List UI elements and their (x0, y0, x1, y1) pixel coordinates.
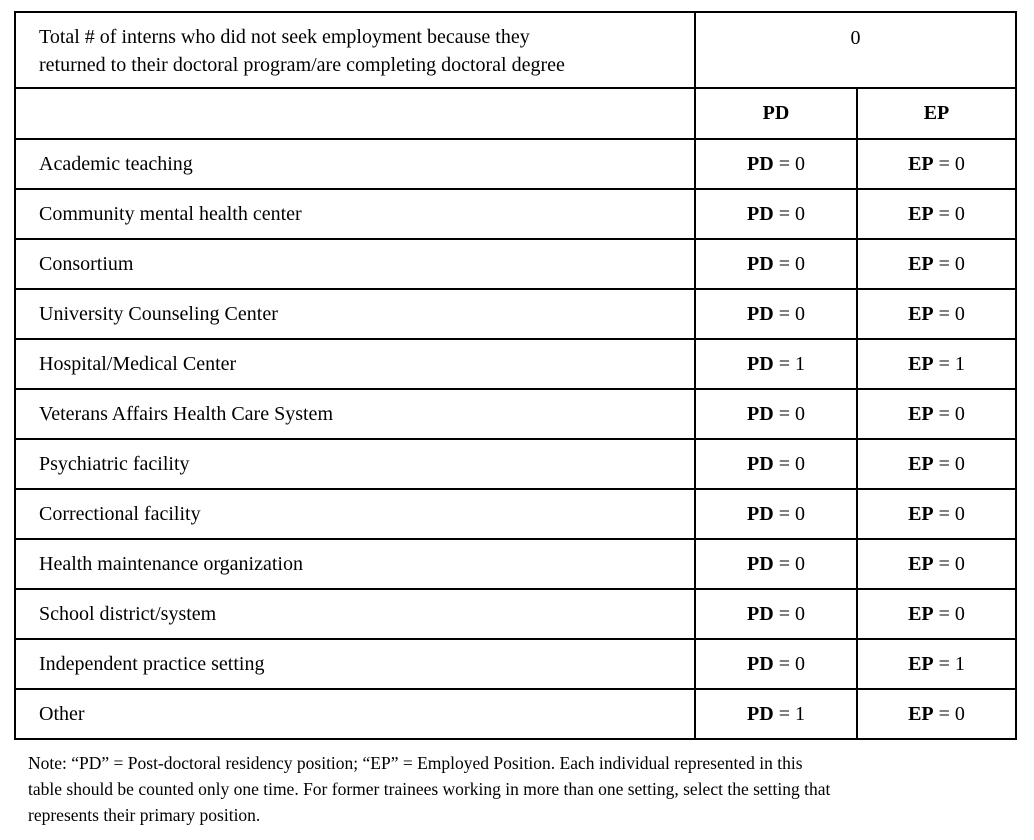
ep-value: = 1 (933, 352, 965, 375)
setting-label: Academic teaching (15, 139, 695, 189)
ep-value: = 1 (933, 652, 965, 675)
table-row (15, 689, 1016, 739)
ep-value-cell (857, 389, 1016, 439)
pd-value: = 1 (773, 702, 805, 725)
ep-value-cell (857, 189, 1016, 239)
ep-value-cell (857, 239, 1016, 289)
ep-value-cell (857, 489, 1016, 539)
pd-prefix: PD (747, 702, 774, 725)
table-row (15, 189, 1016, 239)
total-row (15, 12, 1016, 88)
pd-prefix: PD (747, 402, 774, 425)
pd-value: = 0 (773, 602, 805, 625)
pd-value-cell (695, 139, 857, 189)
ep-value: = 0 (933, 452, 965, 475)
pd-value-cell (695, 539, 857, 589)
ep-value-cell (857, 589, 1016, 639)
ep-value-cell (857, 289, 1016, 339)
pd-value-cell (695, 689, 857, 739)
pd-value-cell (695, 489, 857, 539)
ep-prefix: EP (908, 452, 934, 475)
pd-prefix: PD (747, 602, 774, 625)
ep-prefix: EP (908, 652, 934, 675)
ep-prefix: EP (908, 352, 934, 375)
pd-value-cell (695, 639, 857, 689)
total-label-line2: returned to their doctoral program/are completing doctoral degree (39, 54, 565, 76)
pd-value-cell (695, 289, 857, 339)
pd-value-cell (695, 339, 857, 389)
pd-value-cell (695, 439, 857, 489)
ep-prefix: EP (908, 702, 934, 725)
pd-prefix: PD (747, 552, 774, 575)
table-row (15, 289, 1016, 339)
pd-prefix: PD (747, 652, 774, 675)
table-row (15, 439, 1016, 489)
ep-prefix: EP (908, 602, 934, 625)
table-row (15, 539, 1016, 589)
ep-value-cell (857, 339, 1016, 389)
pd-value: = 1 (773, 352, 805, 375)
ep-value: = 0 (933, 202, 965, 225)
pd-value-cell (695, 189, 857, 239)
setting-label: Consortium (15, 239, 695, 289)
setting-label: Community mental health center (15, 189, 695, 239)
ep-prefix: EP (908, 552, 934, 575)
ep-prefix: EP (908, 502, 934, 525)
table-note (28, 750, 1008, 828)
ep-value: = 0 (933, 402, 965, 425)
column-header-row (15, 88, 1016, 139)
pd-prefix: PD (747, 352, 774, 375)
pd-value: = 0 (773, 552, 805, 575)
pd-prefix: PD (747, 302, 774, 325)
ep-value-cell (857, 139, 1016, 189)
ep-value: = 0 (933, 252, 965, 275)
pd-value: = 0 (773, 152, 805, 175)
ep-value: = 0 (933, 702, 965, 725)
setting-label: Correctional facility (15, 489, 695, 539)
table-row (15, 639, 1016, 689)
pd-value: = 0 (773, 202, 805, 225)
ep-value: = 0 (933, 152, 965, 175)
pd-prefix: PD (747, 252, 774, 275)
ep-value: = 0 (933, 302, 965, 325)
table-row (15, 489, 1016, 539)
total-label-cell (15, 12, 695, 88)
setting-label: Hospital/Medical Center (15, 339, 695, 389)
total-value: 0 (695, 12, 1016, 88)
pd-prefix: PD (747, 502, 774, 525)
ep-prefix: EP (908, 202, 934, 225)
pd-value-cell (695, 389, 857, 439)
total-label-line1: Total # of interns who did not seek employment because they (39, 26, 530, 48)
ep-prefix: EP (908, 402, 934, 425)
ep-value: = 0 (933, 552, 965, 575)
setting-label: Psychiatric facility (15, 439, 695, 489)
setting-label: University Counseling Center (15, 289, 695, 339)
data-rows (15, 139, 1016, 739)
ep-prefix: EP (908, 252, 934, 275)
pd-value-cell (695, 239, 857, 289)
header-ep: EP (857, 88, 1016, 139)
ep-value-cell (857, 689, 1016, 739)
pd-value: = 0 (773, 252, 805, 275)
table-row (15, 339, 1016, 389)
ep-value: = 0 (933, 502, 965, 525)
setting-label: Veterans Affairs Health Care System (15, 389, 695, 439)
setting-label: Independent practice setting (15, 639, 695, 689)
pd-value: = 0 (773, 502, 805, 525)
ep-value-cell (857, 639, 1016, 689)
note-line3: represents their primary position. (28, 805, 261, 825)
ep-prefix: EP (908, 152, 934, 175)
table-row (15, 139, 1016, 189)
pd-value: = 0 (773, 652, 805, 675)
table-row (15, 589, 1016, 639)
table-row (15, 389, 1016, 439)
header-empty-cell (15, 88, 695, 139)
pd-value: = 0 (773, 452, 805, 475)
employment-outcomes-table (14, 11, 1017, 740)
setting-label: Health maintenance organization (15, 539, 695, 589)
header-pd: PD (695, 88, 857, 139)
ep-prefix: EP (908, 302, 934, 325)
note-line1: Note: “PD” = Post-doctoral residency position; “EP” = Employed Position. Each individual represented in this (28, 753, 803, 773)
pd-prefix: PD (747, 152, 774, 175)
pd-value: = 0 (773, 402, 805, 425)
ep-value-cell (857, 539, 1016, 589)
pd-prefix: PD (747, 452, 774, 475)
table-row (15, 239, 1016, 289)
ep-value: = 0 (933, 602, 965, 625)
pd-value: = 0 (773, 302, 805, 325)
note-line2: table should be counted only one time. For former trainees working in more than one setting, select the setting that (28, 779, 831, 799)
setting-label: School district/system (15, 589, 695, 639)
pd-prefix: PD (747, 202, 774, 225)
pd-value-cell (695, 589, 857, 639)
ep-value-cell (857, 439, 1016, 489)
setting-label: Other (15, 689, 695, 739)
